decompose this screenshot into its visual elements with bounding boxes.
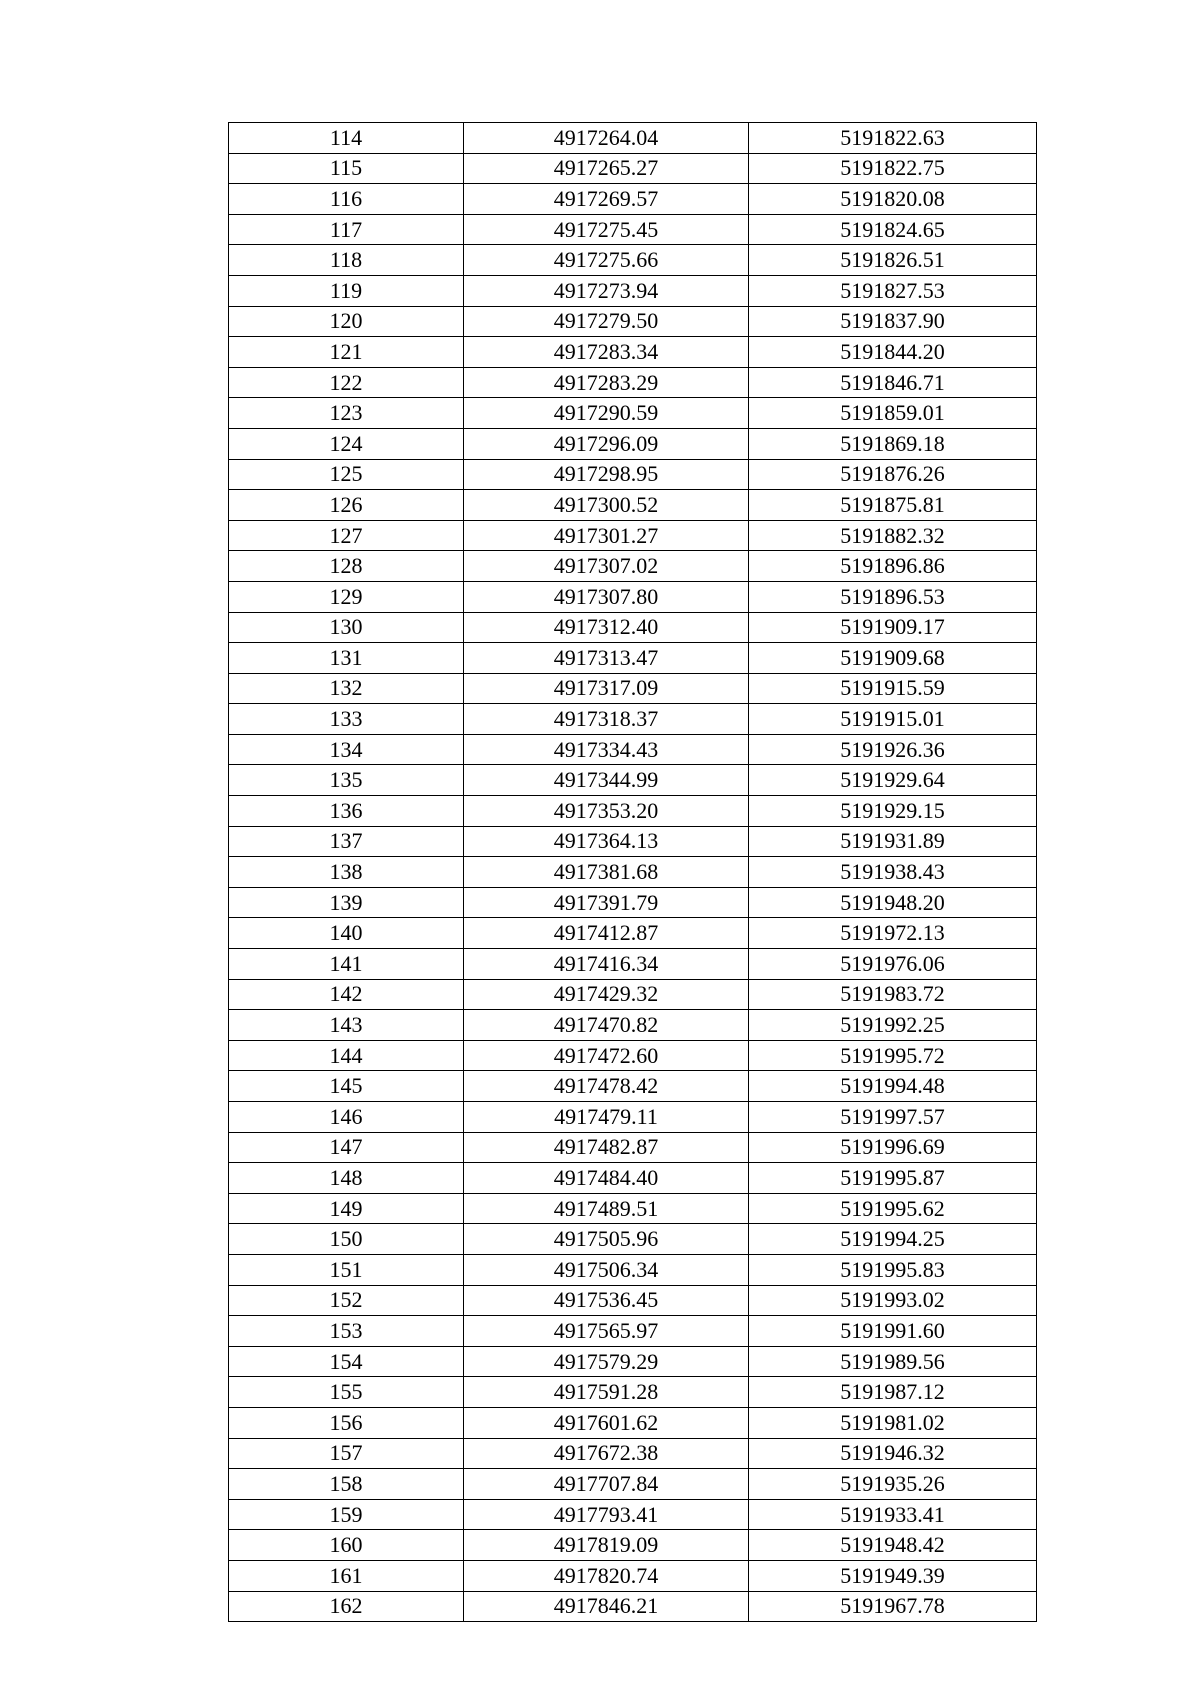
table-row [229, 826, 1037, 857]
point-number-cell: 162 [229, 1591, 464, 1622]
table-row [229, 796, 1037, 827]
y-coordinate-cell: 5191896.86 [749, 551, 1037, 582]
x-coordinate-cell: 4917506.34 [464, 1254, 749, 1285]
table-row [229, 1407, 1037, 1438]
coordinates-table [228, 122, 1037, 1622]
x-coordinate-cell: 4917820.74 [464, 1560, 749, 1591]
y-coordinate-cell: 5191837.90 [749, 306, 1037, 337]
table-row [229, 704, 1037, 735]
table-row [229, 979, 1037, 1010]
table-row [229, 1346, 1037, 1377]
table-row [229, 1071, 1037, 1102]
x-coordinate-cell: 4917536.45 [464, 1285, 749, 1316]
y-coordinate-cell: 5191946.32 [749, 1438, 1037, 1469]
table-row [229, 1377, 1037, 1408]
table-row [229, 275, 1037, 306]
y-coordinate-cell: 5191948.20 [749, 887, 1037, 918]
table-row [229, 1499, 1037, 1530]
point-number-cell: 124 [229, 428, 464, 459]
table-row [229, 214, 1037, 245]
table-row [229, 1469, 1037, 1500]
y-coordinate-cell: 5191820.08 [749, 184, 1037, 215]
table-row [229, 123, 1037, 154]
y-coordinate-cell: 5191995.72 [749, 1040, 1037, 1071]
x-coordinate-cell: 4917601.62 [464, 1407, 749, 1438]
table-row [229, 857, 1037, 888]
y-coordinate-cell: 5191981.02 [749, 1407, 1037, 1438]
y-coordinate-cell: 5191995.62 [749, 1193, 1037, 1224]
point-number-cell: 125 [229, 459, 464, 490]
y-coordinate-cell: 5191935.26 [749, 1469, 1037, 1500]
point-number-cell: 137 [229, 826, 464, 857]
y-coordinate-cell: 5191929.64 [749, 765, 1037, 796]
y-coordinate-cell: 5191991.60 [749, 1316, 1037, 1347]
table-row [229, 428, 1037, 459]
table-row [229, 1530, 1037, 1561]
y-coordinate-cell: 5191859.01 [749, 398, 1037, 429]
x-coordinate-cell: 4917296.09 [464, 428, 749, 459]
table-row [229, 918, 1037, 949]
x-coordinate-cell: 4917391.79 [464, 887, 749, 918]
x-coordinate-cell: 4917273.94 [464, 275, 749, 306]
point-number-cell: 161 [229, 1560, 464, 1591]
table-row [229, 1224, 1037, 1255]
x-coordinate-cell: 4917484.40 [464, 1163, 749, 1194]
point-number-cell: 117 [229, 214, 464, 245]
point-number-cell: 131 [229, 643, 464, 674]
point-number-cell: 118 [229, 245, 464, 276]
point-number-cell: 115 [229, 153, 464, 184]
point-number-cell: 121 [229, 337, 464, 368]
point-number-cell: 143 [229, 1010, 464, 1041]
y-coordinate-cell: 5191822.75 [749, 153, 1037, 184]
point-number-cell: 149 [229, 1193, 464, 1224]
x-coordinate-cell: 4917364.13 [464, 826, 749, 857]
table-row [229, 1438, 1037, 1469]
x-coordinate-cell: 4917269.57 [464, 184, 749, 215]
point-number-cell: 142 [229, 979, 464, 1010]
point-number-cell: 150 [229, 1224, 464, 1255]
y-coordinate-cell: 5191915.01 [749, 704, 1037, 735]
y-coordinate-cell: 5191915.59 [749, 673, 1037, 704]
point-number-cell: 129 [229, 581, 464, 612]
y-coordinate-cell: 5191929.15 [749, 796, 1037, 827]
y-coordinate-cell: 5191976.06 [749, 949, 1037, 980]
table-row [229, 949, 1037, 980]
table-row [229, 643, 1037, 674]
table-row [229, 1193, 1037, 1224]
y-coordinate-cell: 5191995.87 [749, 1163, 1037, 1194]
x-coordinate-cell: 4917579.29 [464, 1346, 749, 1377]
table-row [229, 459, 1037, 490]
y-coordinate-cell: 5191909.68 [749, 643, 1037, 674]
point-number-cell: 141 [229, 949, 464, 980]
point-number-cell: 148 [229, 1163, 464, 1194]
y-coordinate-cell: 5191997.57 [749, 1102, 1037, 1133]
x-coordinate-cell: 4917307.80 [464, 581, 749, 612]
x-coordinate-cell: 4917565.97 [464, 1316, 749, 1347]
table-row [229, 153, 1037, 184]
x-coordinate-cell: 4917279.50 [464, 306, 749, 337]
point-number-cell: 127 [229, 520, 464, 551]
x-coordinate-cell: 4917312.40 [464, 612, 749, 643]
point-number-cell: 147 [229, 1132, 464, 1163]
y-coordinate-cell: 5191926.36 [749, 734, 1037, 765]
y-coordinate-cell: 5191949.39 [749, 1560, 1037, 1591]
x-coordinate-cell: 4917472.60 [464, 1040, 749, 1071]
table-row [229, 1040, 1037, 1071]
x-coordinate-cell: 4917479.11 [464, 1102, 749, 1133]
y-coordinate-cell: 5191987.12 [749, 1377, 1037, 1408]
y-coordinate-cell: 5191876.26 [749, 459, 1037, 490]
table-row [229, 734, 1037, 765]
point-number-cell: 159 [229, 1499, 464, 1530]
x-coordinate-cell: 4917317.09 [464, 673, 749, 704]
point-number-cell: 136 [229, 796, 464, 827]
x-coordinate-cell: 4917672.38 [464, 1438, 749, 1469]
y-coordinate-cell: 5191882.32 [749, 520, 1037, 551]
table-row [229, 1010, 1037, 1041]
y-coordinate-cell: 5191989.56 [749, 1346, 1037, 1377]
x-coordinate-cell: 4917300.52 [464, 490, 749, 521]
x-coordinate-cell: 4917283.34 [464, 337, 749, 368]
table-row [229, 1163, 1037, 1194]
y-coordinate-cell: 5191822.63 [749, 123, 1037, 154]
table-row [229, 612, 1037, 643]
point-number-cell: 130 [229, 612, 464, 643]
x-coordinate-cell: 4917489.51 [464, 1193, 749, 1224]
table-row [229, 765, 1037, 796]
x-coordinate-cell: 4917819.09 [464, 1530, 749, 1561]
table-row [229, 551, 1037, 582]
table-row [229, 245, 1037, 276]
x-coordinate-cell: 4917265.27 [464, 153, 749, 184]
x-coordinate-cell: 4917264.04 [464, 123, 749, 154]
y-coordinate-cell: 5191948.42 [749, 1530, 1037, 1561]
x-coordinate-cell: 4917381.68 [464, 857, 749, 888]
point-number-cell: 151 [229, 1254, 464, 1285]
x-coordinate-cell: 4917793.41 [464, 1499, 749, 1530]
table-row [229, 1285, 1037, 1316]
table-row [229, 184, 1037, 215]
x-coordinate-cell: 4917470.82 [464, 1010, 749, 1041]
x-coordinate-cell: 4917290.59 [464, 398, 749, 429]
table-row [229, 398, 1037, 429]
table-row [229, 367, 1037, 398]
y-coordinate-cell: 5191995.83 [749, 1254, 1037, 1285]
table-row [229, 1254, 1037, 1285]
y-coordinate-cell: 5191938.43 [749, 857, 1037, 888]
point-number-cell: 120 [229, 306, 464, 337]
table-row [229, 1102, 1037, 1133]
x-coordinate-cell: 4917416.34 [464, 949, 749, 980]
point-number-cell: 153 [229, 1316, 464, 1347]
table-row [229, 887, 1037, 918]
y-coordinate-cell: 5191983.72 [749, 979, 1037, 1010]
y-coordinate-cell: 5191869.18 [749, 428, 1037, 459]
y-coordinate-cell: 5191994.48 [749, 1071, 1037, 1102]
point-number-cell: 154 [229, 1346, 464, 1377]
point-number-cell: 160 [229, 1530, 464, 1561]
point-number-cell: 139 [229, 887, 464, 918]
point-number-cell: 134 [229, 734, 464, 765]
y-coordinate-cell: 5191824.65 [749, 214, 1037, 245]
table-row [229, 1560, 1037, 1591]
x-coordinate-cell: 4917334.43 [464, 734, 749, 765]
y-coordinate-cell: 5191992.25 [749, 1010, 1037, 1041]
x-coordinate-cell: 4917412.87 [464, 918, 749, 949]
point-number-cell: 140 [229, 918, 464, 949]
y-coordinate-cell: 5191996.69 [749, 1132, 1037, 1163]
y-coordinate-cell: 5191875.81 [749, 490, 1037, 521]
point-number-cell: 126 [229, 490, 464, 521]
table-row [229, 490, 1037, 521]
y-coordinate-cell: 5191909.17 [749, 612, 1037, 643]
x-coordinate-cell: 4917307.02 [464, 551, 749, 582]
x-coordinate-cell: 4917301.27 [464, 520, 749, 551]
y-coordinate-cell: 5191826.51 [749, 245, 1037, 276]
point-number-cell: 123 [229, 398, 464, 429]
point-number-cell: 114 [229, 123, 464, 154]
x-coordinate-cell: 4917478.42 [464, 1071, 749, 1102]
x-coordinate-cell: 4917344.99 [464, 765, 749, 796]
point-number-cell: 119 [229, 275, 464, 306]
point-number-cell: 152 [229, 1285, 464, 1316]
point-number-cell: 146 [229, 1102, 464, 1133]
coordinates-table-body [229, 123, 1037, 1622]
x-coordinate-cell: 4917591.28 [464, 1377, 749, 1408]
table-row [229, 1316, 1037, 1347]
x-coordinate-cell: 4917298.95 [464, 459, 749, 490]
x-coordinate-cell: 4917846.21 [464, 1591, 749, 1622]
x-coordinate-cell: 4917275.66 [464, 245, 749, 276]
table-row [229, 520, 1037, 551]
point-number-cell: 156 [229, 1407, 464, 1438]
x-coordinate-cell: 4917353.20 [464, 796, 749, 827]
y-coordinate-cell: 5191827.53 [749, 275, 1037, 306]
table-row [229, 1132, 1037, 1163]
point-number-cell: 157 [229, 1438, 464, 1469]
x-coordinate-cell: 4917318.37 [464, 704, 749, 735]
x-coordinate-cell: 4917482.87 [464, 1132, 749, 1163]
point-number-cell: 144 [229, 1040, 464, 1071]
x-coordinate-cell: 4917313.47 [464, 643, 749, 674]
y-coordinate-cell: 5191896.53 [749, 581, 1037, 612]
y-coordinate-cell: 5191846.71 [749, 367, 1037, 398]
point-number-cell: 135 [229, 765, 464, 796]
table-row [229, 581, 1037, 612]
point-number-cell: 145 [229, 1071, 464, 1102]
point-number-cell: 122 [229, 367, 464, 398]
y-coordinate-cell: 5191967.78 [749, 1591, 1037, 1622]
y-coordinate-cell: 5191994.25 [749, 1224, 1037, 1255]
point-number-cell: 155 [229, 1377, 464, 1408]
point-number-cell: 132 [229, 673, 464, 704]
table-row [229, 1591, 1037, 1622]
point-number-cell: 133 [229, 704, 464, 735]
table-row [229, 337, 1037, 368]
point-number-cell: 138 [229, 857, 464, 888]
point-number-cell: 116 [229, 184, 464, 215]
y-coordinate-cell: 5191931.89 [749, 826, 1037, 857]
y-coordinate-cell: 5191933.41 [749, 1499, 1037, 1530]
table-row [229, 306, 1037, 337]
x-coordinate-cell: 4917429.32 [464, 979, 749, 1010]
point-number-cell: 158 [229, 1469, 464, 1500]
y-coordinate-cell: 5191993.02 [749, 1285, 1037, 1316]
x-coordinate-cell: 4917707.84 [464, 1469, 749, 1500]
x-coordinate-cell: 4917505.96 [464, 1224, 749, 1255]
table-row [229, 673, 1037, 704]
x-coordinate-cell: 4917283.29 [464, 367, 749, 398]
y-coordinate-cell: 5191972.13 [749, 918, 1037, 949]
x-coordinate-cell: 4917275.45 [464, 214, 749, 245]
y-coordinate-cell: 5191844.20 [749, 337, 1037, 368]
point-number-cell: 128 [229, 551, 464, 582]
